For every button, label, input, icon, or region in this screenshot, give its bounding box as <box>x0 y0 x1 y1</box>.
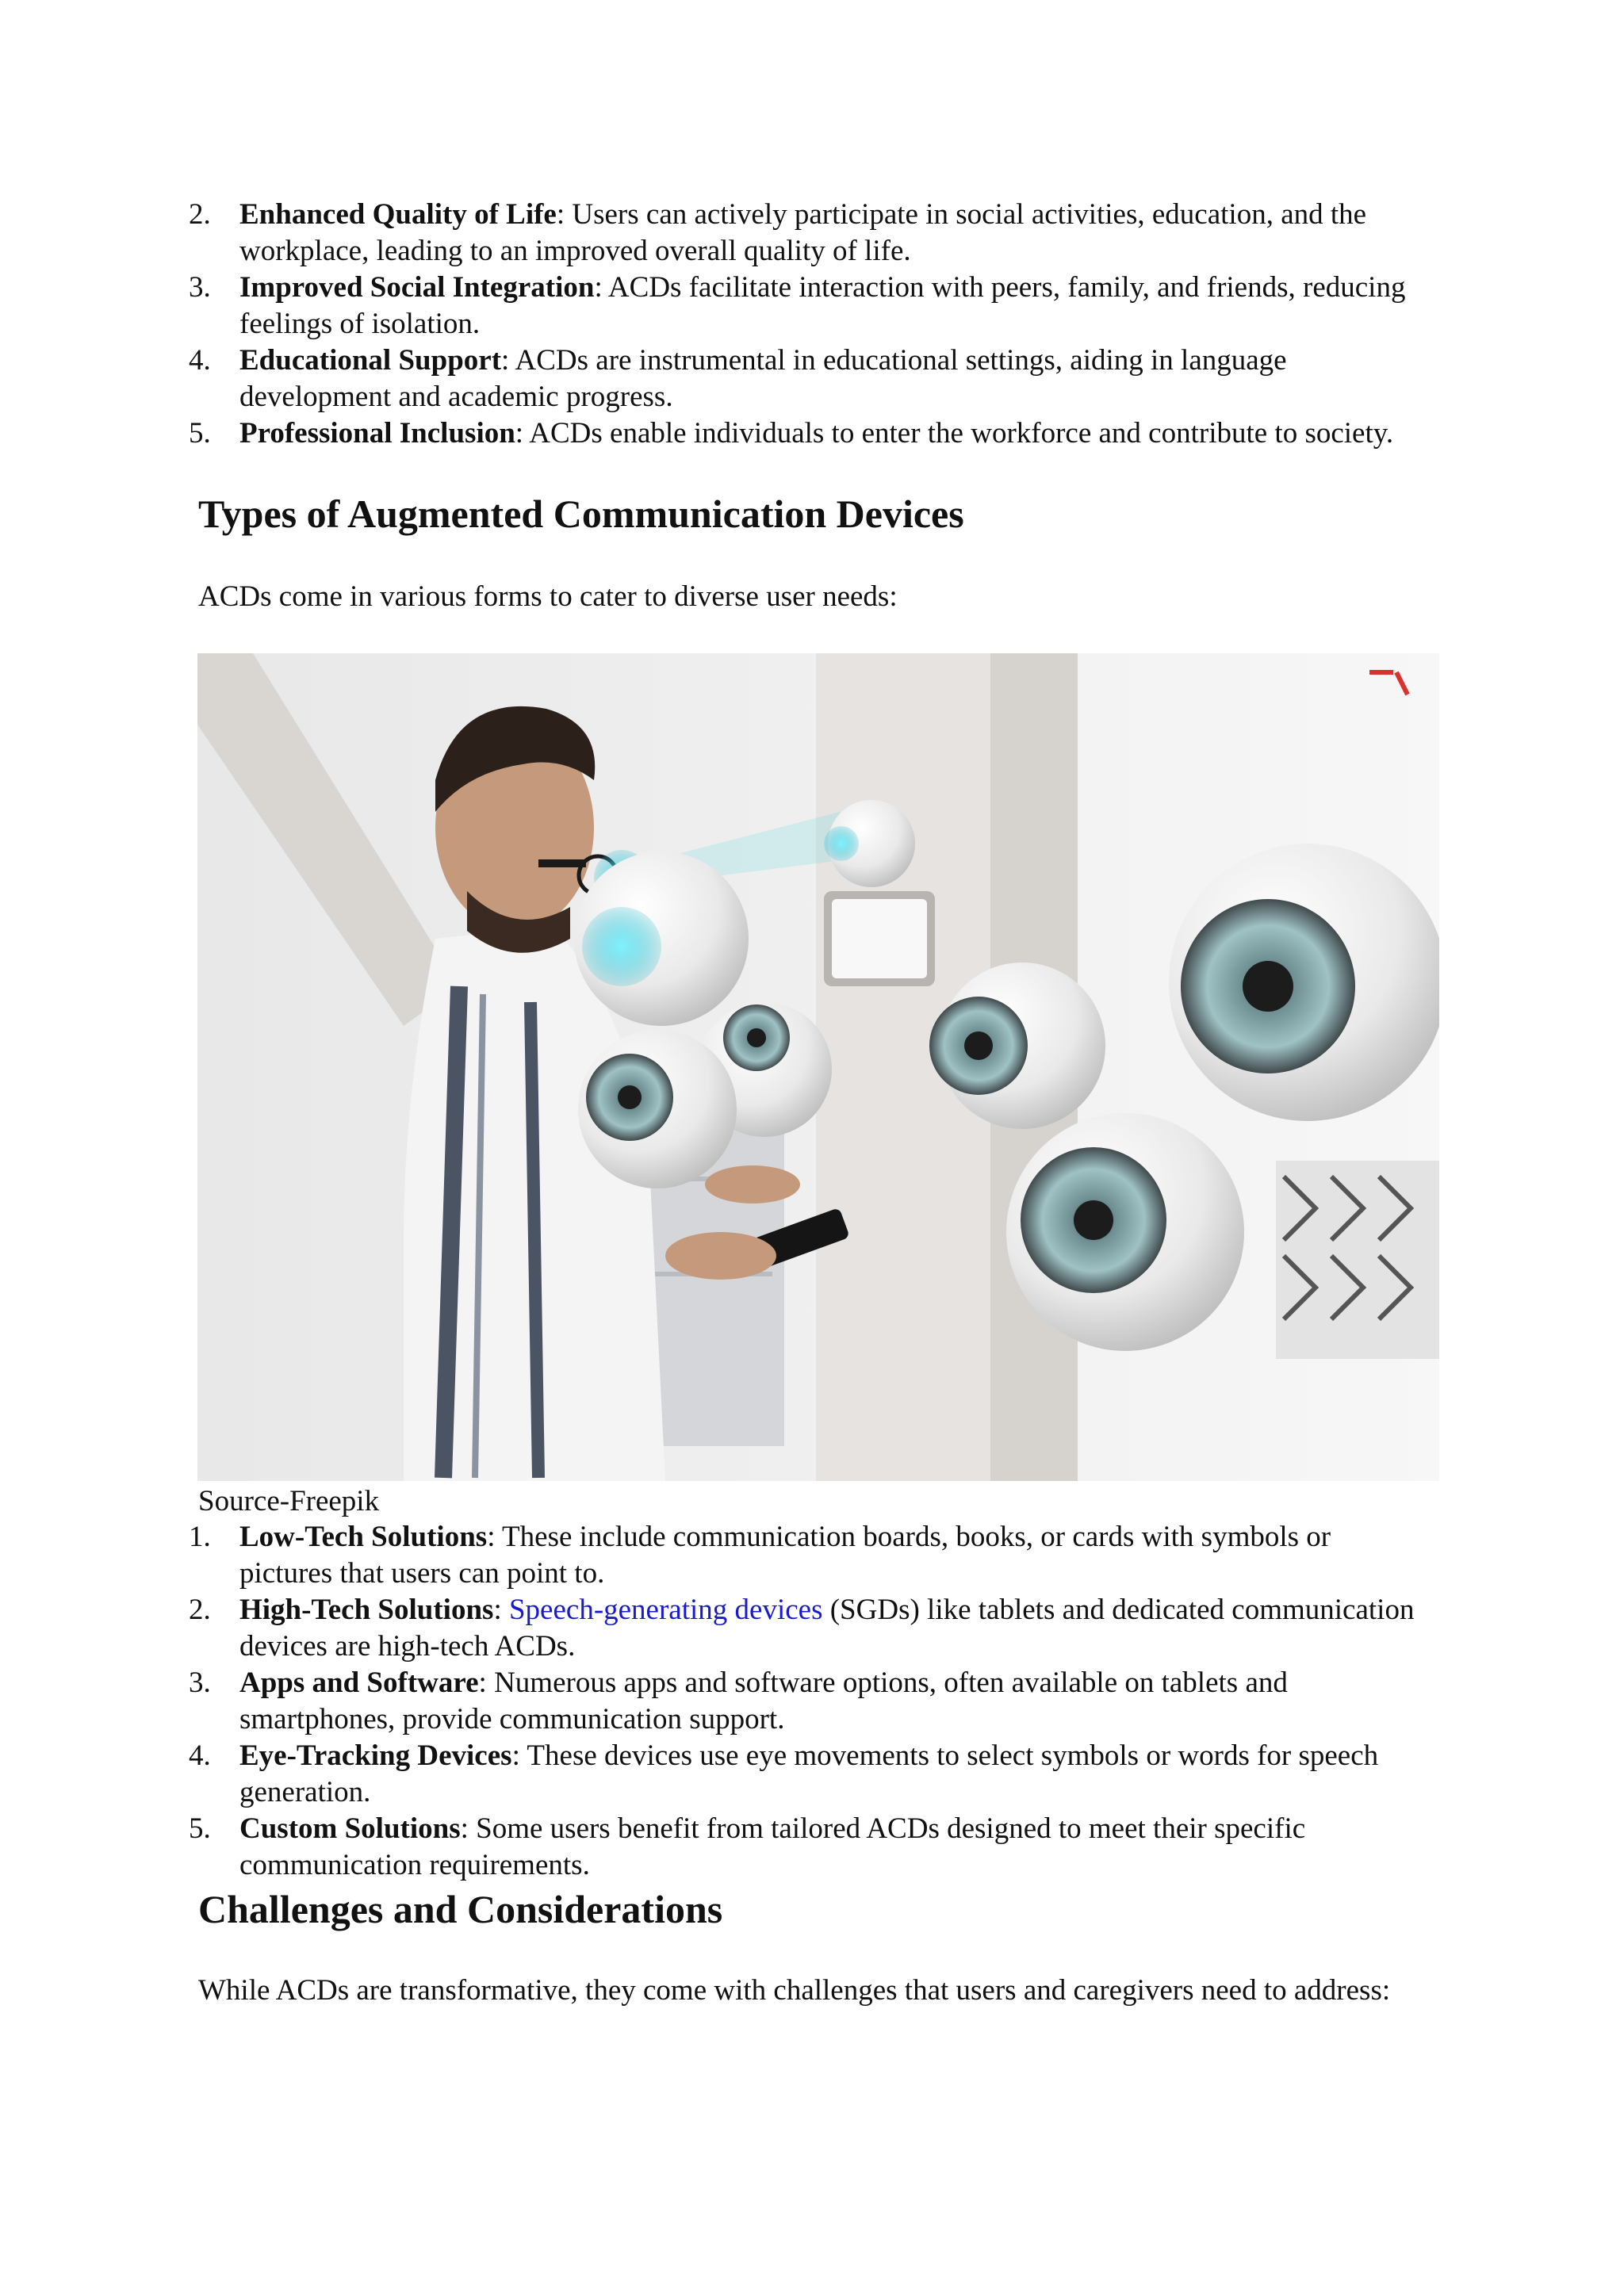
list-item: 1. Low-Tech Solutions: These include communication boards, books, or cards with symbols or pictures that users can point to. <box>189 1521 1331 1590</box>
benefits-list <box>0 197 1429 452</box>
list-item: 4. Eye-Tracking Devices: These devices use eye movements to select symbols or words for speech generation. <box>189 1739 1379 1808</box>
list-item-term: Apps and Software <box>239 1667 479 1699</box>
section-intro-challenges: While ACDs are transformative, they come with challenges that users and caregivers need to address: <box>198 1974 1391 2007</box>
photo-scene <box>197 653 1439 1481</box>
list-item: 2. High-Tech Solutions: Speech-generating devices (SGDs) like tablets and dedicated communication devices are high-tech ACDs. <box>189 1594 1415 1663</box>
list-item-term: High-Tech Solutions <box>239 1594 494 1626</box>
section-intro-types: ACDs come in various forms to cater to diverse user needs: <box>198 580 898 613</box>
section-heading-challenges: Challenges and Considerations <box>198 1887 723 1931</box>
list-item: 5. Professional Inclusion: ACDs enable individuals to enter the workforce and contribute to society. <box>189 417 1394 450</box>
eyeball <box>1169 844 1439 1121</box>
list-item: 3. Apps and Software: Numerous apps and software options, often available on tablets and smartphones, provide communication support. <box>189 1667 1288 1735</box>
eyeball <box>574 851 749 1026</box>
illustration-photo <box>197 653 1439 1481</box>
section-heading-types: Types of Augmented Communication Devices <box>198 492 964 536</box>
list-item-term: Eye-Tracking Devices <box>239 1739 512 1772</box>
list-item-term: Enhanced Quality of Life <box>239 198 557 231</box>
speech-generating-devices-link[interactable]: Speech-generating devices <box>508 1594 823 1626</box>
eyeball <box>578 1030 737 1188</box>
list-item-term: Low-Tech Solutions <box>239 1521 488 1553</box>
list-item-term: Educational Support <box>239 344 502 377</box>
list-item-term: Improved Social Integration <box>239 271 595 304</box>
eyeball <box>1006 1113 1244 1351</box>
types-list <box>0 1519 1429 1884</box>
list-item-term: Professional Inclusion <box>239 417 515 450</box>
list-item: 2. Enhanced Quality of Life: Users can actively participate in social activities, education, and the workplace, leading to an improved overall quality of life. <box>189 198 1367 267</box>
list-item: 5. Custom Solutions: Some users benefit from tailored ACDs designed to meet their specific communication requirements. <box>189 1812 1306 1881</box>
list-item-term: Custom Solutions <box>239 1812 461 1845</box>
list-item: 4. Educational Support: ACDs are instrumental in educational settings, aiding in language development and academic progress. <box>189 344 1287 413</box>
figure-caption: Source-Freepik <box>198 1485 380 1517</box>
list-item: 3. Improved Social Integration: ACDs facilitate interaction with peers, family, and friends, reducing feelings of isolation. <box>189 271 1406 340</box>
